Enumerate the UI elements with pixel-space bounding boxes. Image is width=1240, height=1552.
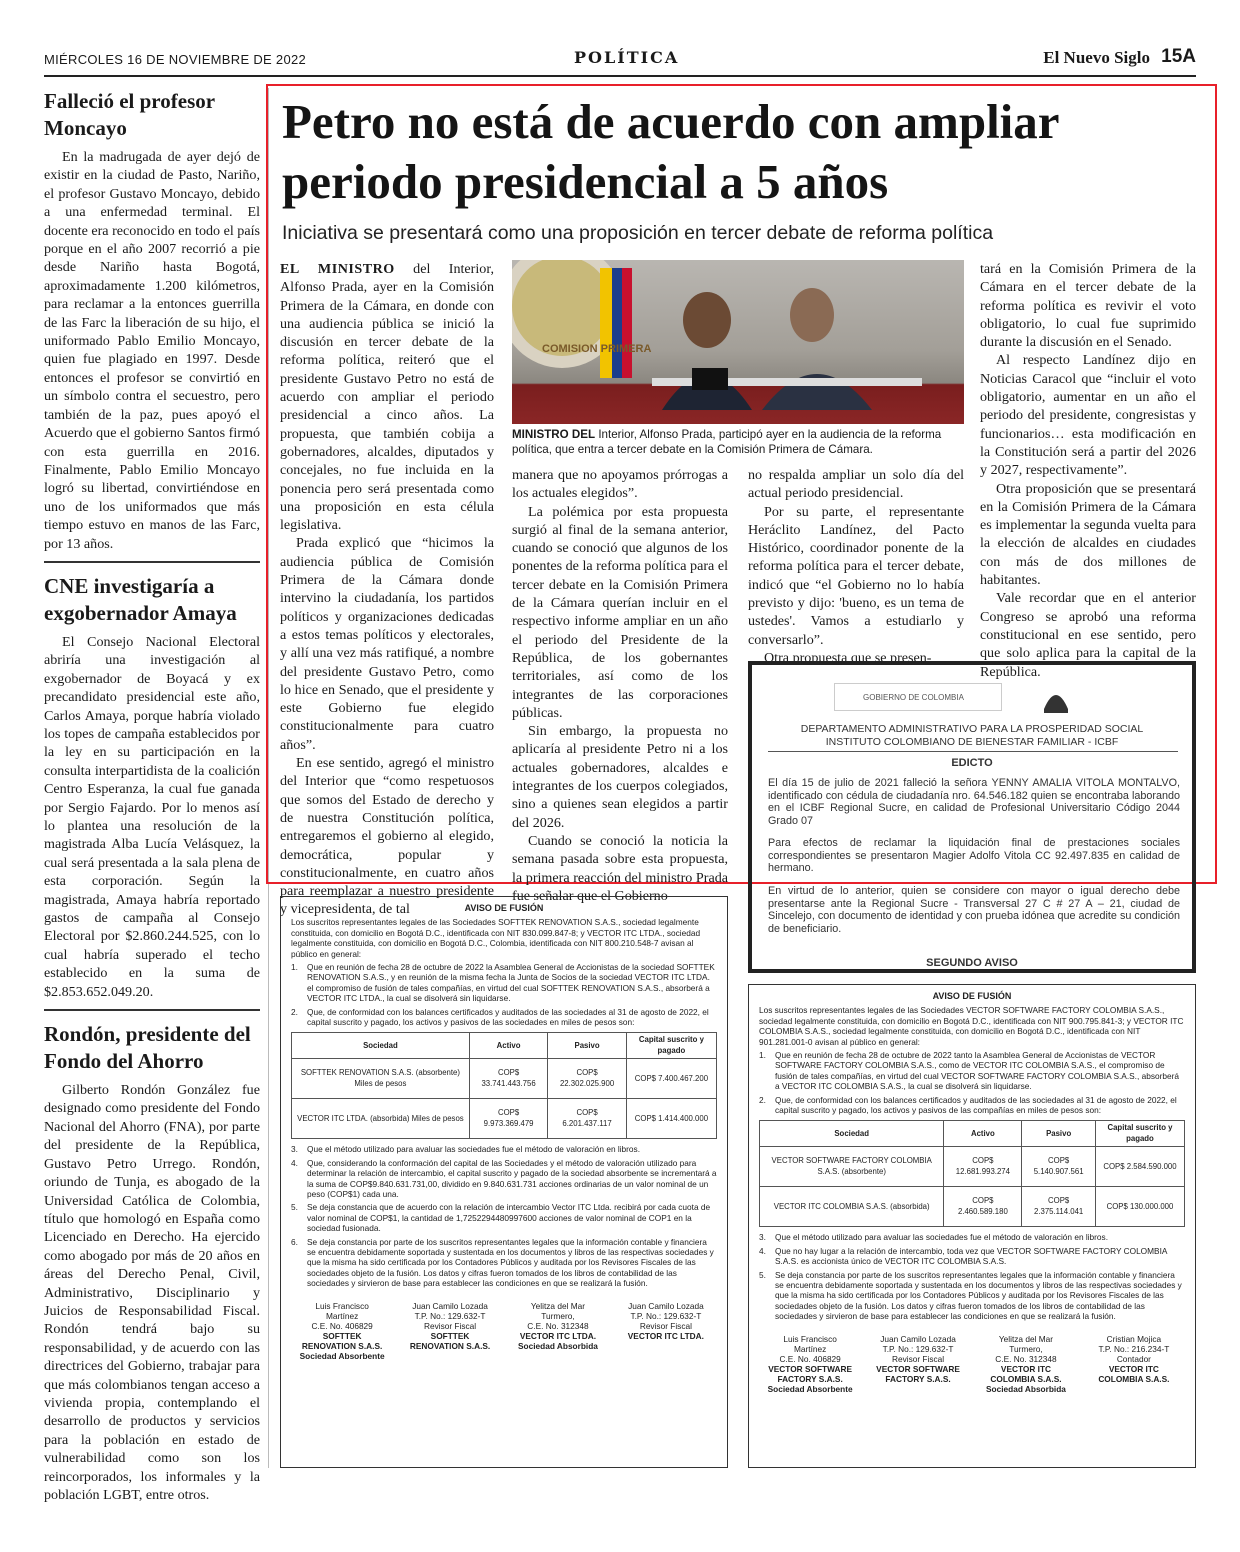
government-logo xyxy=(834,683,1002,711)
article-photo xyxy=(512,260,964,424)
article-paragraph: Al respecto Landínez dijo en Noticias Caracol que “incluir el voto obligatorio, aumentar en un año el periodo del presidente, congresistas y funcionarios… esta modificación en la Constitución será a partir del 2026 y 2027, respectivamente”. xyxy=(980,352,1196,479)
article-paragraph: Por su parte, el representante Heráclito Landínez, del Pacto Histórico, coordinador ponente de la reforma política para el tercer debate, indicó que “el Gobierno no lo había previsto y dijo: 'bueno, es un tema de ustedes'. Vamos a estudiarlo y conversarlo”. xyxy=(748,503,964,648)
notice-item: Se deja constancia por parte de los suscritos representantes legales que la información contable y financiera se encuentra debidamente soportada y sustentada en los documentos y libros de las respectivas sociedades y que la misma ha sido certificada por los Contadores Públicos y auditada por los Revisores Fiscales de las sociedades objeto de la fusión. Los datos y cifras fueron tomados de los libros de contabilidad de las sociedades y sirvieron de base para establecer las condiciones en que se realizará la fusión. xyxy=(775,1269,1182,1322)
brief-title-amaya: CNE investigaría a exgobernador Amaya xyxy=(44,573,237,625)
table-header: Pasivo xyxy=(1022,1121,1096,1147)
edicto-notice xyxy=(748,661,1196,973)
edicto-paragraph: En virtud de lo anterior, quien se considere con mayor o igual derecho debe presentarse ante la Regional Sucre - Transversal 27 C # 27 A – 21, ciudad de Sincelejo, con documento de identidad y con prueba idónea que acredite su condición de beneficiario. xyxy=(768,885,1180,935)
table-cell: SOFTTEK RENOVATION S.A.S. (absorbente) Miles de pesos xyxy=(292,1059,470,1099)
table-cell: COP$ 9.973.369.479 xyxy=(469,1099,548,1139)
photo-illustration xyxy=(512,260,964,424)
brief-body-rondon: Gilberto Rondón González fue designado como presidente del Fondo Nacional del Ahorro (FNA), por parte del presidente de la República, Gustavo Petro Urrego. Rondón, oriundo de Tunja, es abogado de la Universidad Católica de Colombia, título que homologó en España como Licenciado en Derecho. Ha ejercido como abogado por más de 20 años en áreas del Derecho Penal, Civil, Administrativo, Disciplinario y Juicios de Responsabilidad Fiscal. Rondón tendrá bajo su responsabilidad, y de acuerdo con las directrices del Gobierno, trabajar para que más colombianos tengan acceso a vivienda propia, contemplando el desarrollo de productos y servicios para la población en estado de vulnerabilidad como son los reincorporados, los informales y la población LGBT, entre otros. xyxy=(44,1082,260,1503)
table-cell: COP$ 7.400.467.200 xyxy=(626,1059,716,1099)
article-headline: Petro no está de acuerdo con ampliar periodo presidencial a 5 años xyxy=(282,94,1059,209)
page-header xyxy=(44,48,1196,74)
government-logo-text: GOBIERNO DE COLOMBIA xyxy=(863,693,964,702)
edicto-paragraph: El día 15 de julio de 2021 falleció la señora YENNY AMALIA VITOLA MONTALVO, identificado con cédula de ciudadanía nro. 64.546.182 quien se encontraba laborando en el ICBF Regional Sucre, en calidad de Profesional Universitario Código 2044 Grado 07 xyxy=(768,777,1180,827)
org-line-2: INSTITUTO COLOMBIANO DE BIENESTAR FAMILIAR - ICBF xyxy=(825,736,1119,748)
edicto-title: EDICTO xyxy=(951,757,993,769)
icbf-logo-icon xyxy=(1038,679,1074,715)
signature-block: Yelitza del Mar Turmero, C.E. No. 312348 VECTOR ITC LTDA. Sociedad Absorbida xyxy=(518,1300,598,1351)
table-cell: COP$ 2.584.590.000 xyxy=(1095,1147,1184,1187)
article-paragraph: La polémica por esta propuesta surgió al final de la semana anterior, cuando se conoció que algunos de los ponentes de la reforma política para el tercer debate en la Comisión Primera de la Cámara querían incluir en el respectivo informe ampliar en un año el periodo del Presidente de la República, de los gobernantes territoriales, así como de los integrantes de las corporaciones públicas. xyxy=(512,503,729,721)
signatures xyxy=(291,1301,717,1361)
table-cell: COP$ 6.201.437.117 xyxy=(548,1099,627,1139)
table-row xyxy=(760,1147,1185,1187)
photo-banner-text: COMISION PRIMERA xyxy=(542,343,652,355)
edicto-rule xyxy=(768,751,1178,752)
table-header: Activo xyxy=(469,1033,548,1059)
sidebar-briefs xyxy=(44,88,260,1504)
signature-block: Juan Camilo Lozada T.P. No.: 129.632-T Revisor Fiscal VECTOR SOFTWARE FACTORY S.A.S. xyxy=(876,1333,960,1384)
table-header: Sociedad xyxy=(760,1121,944,1147)
signature-block: Juan Camilo Lozada T.P. No.: 129.632-T Revisor Fiscal SOFTTEK RENOVATION S.A.S. xyxy=(409,1300,491,1351)
brief-title-rondon: Rondón, presidente del Fondo del Ahorro xyxy=(44,1022,251,1074)
table-cell: COP$ 2.460.589.180 xyxy=(944,1187,1022,1227)
article-column-1 xyxy=(280,260,494,919)
article-paragraph: del Interior, Alfonso Prada, ayer en la Comisión Primera de la Cámara, en donde con una audiencia pública se inició la discusión en tercer debate de la reforma política, reiteró que el presidente Gustavo Petro no está de acuerdo con ampliar el periodo presidencial a cinco años. La propuesta, que también cobija a gobernadores, alcaldes, diputados y concejales, no fue incluida en la ponencia pero será presentada como una proposición en esta célula legislativa. xyxy=(280,261,494,534)
edicto-paragraph: Para efectos de reclamar la liquidación final de prestaciones sociales correspondientes se presentaron Magier Adolfo Vitola CC 92.497.835 en calidad de hermano. xyxy=(768,837,1180,875)
signature-block: Juan Camilo Lozada T.P. No.: 129.632-T Revisor Fiscal VECTOR ITC LTDA. xyxy=(627,1300,704,1341)
article-paragraph: Otra propuesta que se presen- xyxy=(764,649,932,666)
table-header: Capital suscrito y pagado xyxy=(1095,1121,1184,1147)
brief-body-amaya: El Consejo Nacional Electoral abriría una investigación al exgobernador de Boyacá y ex precandidato presidencial este año, Carlos Amaya, porque habría violado los topes de campaña establecidos por la ley en su participación en la consulta interpartidista de la coalición Centro Esperanza, la cual fue ganada por Sergio Fajardo. Por lo menos así lo plantea una resolución de la magistrada Alba Lucía Velásquez, la cual será presentada a la sala plena de esta corporación. Según la magistrada, Amaya habría reportado gastos de campaña al Consejo Electoral por $2.860.244.525, con lo cual habría superado el techo establecido en la suma de $2.853.652.049.20. xyxy=(44,633,260,1000)
article-paragraph: Sin embargo, la propuesta no aplicaría al presidente Petro ni a los actuales gobernadores, alcaldes e integrantes de los cuerpos colegiados, sino a quienes sean elegidos a partir del 2026. xyxy=(512,723,728,831)
notice-item: Que no hay lugar a la relación de intercambio, toda vez que VECTOR SOFTWARE FACTORY COLOMBIA S.A.S. es accionista único de VECTOR ITC COLOMBIA S.A.S. xyxy=(775,1245,1167,1267)
article-paragraph: no respalda ampliar un solo día del actual periodo presidencial. xyxy=(748,467,964,502)
table-row xyxy=(760,1187,1185,1227)
divider xyxy=(44,1009,260,1011)
signatures xyxy=(759,1334,1185,1394)
notice-item: Que, considerando la conformación del capital de las Sociedades y el método de valoración utilizado para determinar la relación de intercambio, el capital suscrito y pagado de la sociedad absorbente se incrementará a la suma de COP$9.840.631.731,00, dividido en 9.840.631.731 acciones ordinarias de un valor nominal de un peso (COP$1) cada una. xyxy=(307,1157,717,1199)
caption-lead: MINISTRO DEL xyxy=(512,428,596,441)
merger-notice-softtek: AVISO DE FUSIÓN Los suscritos representantes legales de las Sociedades SOFTTEK RENOVATION S.A.S., sociedad legalmente constituida, con domicilio en Bogotá D.C., identificada con NIT 830.099.847-8; y VECTOR ITC LTDA., sociedad legalmente constituida, con domicilio en Bogotá D.C., Colombia, identificada con NIT 800.210.548-7 avisan al público en general: 1. Que en reunión de fecha 28 de octubre de 2022 la Asamblea General de Accionistas de la sociedad SOFTTEK RENOVATION S.A.S., y en reunión de la misma fecha la Junta de Socios de la sociedad VECTOR ITC LTDA. el compromiso de fusión de tales compañías, en virtud del cual SOFTTEK RENOVATION S.A.S., absorberá a VECTOR ITC LTDA., la cual se disolverá sin liquidarse. 2. Que, de conformidad con los balances certificados y auditados de las sociedades al 31 de agosto de 2022, el capital suscrito y pagado, los activos y pasivos de las sociedades en miles de pesos son: Sociedad Activo Pasivo Capital suscrito y pagado SOFTTEK RENOVATION S.A.S. (absorbente) Miles de pesos COP$ 33.741.443.756 COP$ 22.302.025.900 COP$ 7.400.467.200 VECTOR ITC LTDA. (absorbida) Miles de pesos COP$ 9.973.369.479 COP$ 6.201.437.117 COP$ 1.414.400.000 3. Que el método utilizado para avaluar las sociedades fue el método de valoración en libros. 4. Que, considerando la conformación del capital de las Sociedades y el método de valoración utilizado para determinar la relación de intercambio, el capital suscrito y pagado de la sociedad absorbente se incrementará a la suma de COP$9.840.631.731,00, dividido en 9.840.631.731 acciones ordinarias de un valor nominal de un peso (COP$1) cada una. 5. Se deja constancia que de acuerdo con la relación de intercambio Vector ITC Ltda. recibirá por cada cuota de valor nominal de COP$1, la cantidad de 1,7252294480997600 acciones de valor nominal de COP1 en la sociedad fusionada. 6. Se deja constancia por parte de los suscritos representantes legales que la información contable y financiera se encuentra debidamente soportada y sustentada en los documentos y libros de las respectivas sociedades y que la misma ha sido certificada por los Contadores Públicos y auditada por los Revisores Fiscales de las sociedades objeto de la fusión. Los datos y cifras fueron tomados de los libros de contabilidad de las sociedades y sirvieron de base para establecer las condiciones en que se realizará la fusión. Luis Francisco Martínez C.E. No. 406829 SOFTTEK RENOVATION S.A.S. Sociedad Absorbente Juan Camilo Lozada T.P. No.: 129.632-T Revisor Fiscal SOFTTEK RENOVATION S.A.S. Yelitza del Mar Turmero, C.E. No. 312348 VECTOR ITC LTDA. Sociedad Absorbida Juan Camilo Lozada T.P. No.: 129.632-T Revisor Fiscal VECTOR ITC LTDA. xyxy=(280,896,728,1468)
notice-item: Que el método utilizado para avaluar las sociedades fue el método de valoración en libros. xyxy=(307,1144,640,1155)
article-paragraph: tará en la Comisión Primera de la Cámara en el tercer debate de la reforma política es revivir el voto obligatorio, lo cual fue suprimido durante la discusión en el Senado. xyxy=(980,261,1196,351)
table-cell: COP$ 22.302.025.900 xyxy=(548,1059,627,1099)
newspaper-name: El Nuevo Siglo xyxy=(1043,48,1150,67)
table-header: Capital suscrito y pagado xyxy=(626,1033,716,1059)
edicto-organization xyxy=(752,723,1192,749)
edicto-footer: SEGUNDO AVISO xyxy=(926,957,1018,969)
notice-item: Que, de conformidad con los balances certificados y auditados de las sociedades al 31 de agosto de 2022, el capital suscrito y pagado, los activos y pasivos de las compañías en miles de pesos son: xyxy=(775,1094,1177,1116)
brief-body-moncayo: En la madrugada de ayer dejó de existir en la ciudad de Pasto, Nariño, el profesor Gustavo Moncayo, debido a una enfermedad terminal. El docente era reconocido en todo el país porque en el año 2007 recorrió a pie desde Nariño hasta Bogotá, aproximadamente 1.200 kilómetros, para reclamar a la entonces guerrilla de las Farc la liberación de su hijo, el uniformado Pablo Emilio Moncayo, quien fue plagiado en 1997. Desde entonces el profesor se convirtió en un símbolo contra el secuestro, pero también de la paz, pues apoyó el Acuerdo que el gobierno Santos firmó con esta guerrilla en 2016. Finalmente, Pablo Emilio Moncayo logró su libertad, convirtiéndose en uno de los uniformados que más tiempo estuvo en manos de las Farc, por 13 años. xyxy=(44,149,261,552)
signature-block: Yelitza del Mar Turmero, C.E. No. 312348 VECTOR ITC COLOMBIA S.A.S. Sociedad Absorbida xyxy=(986,1333,1066,1394)
article-paragraph: Cuando se conoció la noticia la semana pasada sobre esta propuesta, la primera reacción del ministro Prada fue señalar que el Gobierno xyxy=(512,832,728,904)
notice-item: Se deja constancia por parte de los suscritos representantes legales que la información contable y financiera se encuentra debidamente soportada y sustentada en los documentos y libros de las respectivas sociedades y que la misma ha sido certificada por los Contadores Públicos y auditada por los Revisores Fiscales de las sociedades objeto de la fusión. Los datos y cifras fueron tomados de los libros de contabilidad de las sociedades y sirvieron de base para establecer las condiciones en que se realizará la fusión. xyxy=(307,1236,714,1289)
article-column-3 xyxy=(748,466,964,667)
brief-title-moncayo: Falleció el profesor Moncayo xyxy=(44,89,215,140)
signature-block: Luis Francisco Martínez C.E. No. 406829 SOFTTEK RENOVATION S.A.S. Sociedad Absorbente xyxy=(299,1300,385,1361)
table-header: Activo xyxy=(944,1121,1022,1147)
photo-caption xyxy=(512,427,964,457)
signature-block: Luis Francisco Martínez C.E. No. 406829 VECTOR SOFTWARE FACTORY S.A.S. Sociedad Absorbente xyxy=(767,1333,853,1394)
balance-table xyxy=(759,1120,1185,1227)
balance-table xyxy=(291,1032,717,1139)
header-date: MIÉRCOLES 16 DE NOVIEMBRE DE 2022 xyxy=(44,52,307,67)
notice-item: Que, de conformidad con los balances certificados y auditados de las sociedades al 31 de agosto de 2022, el capital suscrito y pagado, los activos y pasivos de las sociedades en miles de pesos son: xyxy=(307,1006,709,1028)
notice-item: Que el método utilizado para avaluar las sociedades fue el método de valoración en libros. xyxy=(775,1232,1108,1243)
page-number: 15A xyxy=(1161,46,1196,67)
article-paragraph: Vale recordar que en el anterior Congreso se aprobó una reforma constitucional en ese sentido, pero que solo aplica para la capital de la República. xyxy=(980,590,1196,680)
article-lead: EL MINISTRO xyxy=(280,261,395,277)
article-paragraph: Prada explicó que “hicimos la audiencia pública de Comisión Primera de la Cámara donde intervino la ciudadanía, los partidos políticos y organizaciones dedicadas a estos temas políticos y electorales, y allí una vez más ratifiqué, a nombre del presidente Gustavo Petro, como lo hice en Senado, que el presidente y este Gobierno fue elegido constitucionalmente para cuatro años”. xyxy=(280,535,494,753)
article-column-2 xyxy=(512,466,728,905)
notice-intro: Los suscritos representantes legales de las Sociedades VECTOR SOFTWARE FACTORY COLOMBIA S.A.S., sociedad legalmente constituida, con domicilio en Bogotá D.C., identificada con NIT 900.795.841-3; y VECTOR ITC COLOMBIA S.A.S., sociedad legalmente constituida, con domicilio en Bogotá D.C., identificada con NIT 901.281.001-0 avisan al público en general: xyxy=(759,1005,1184,1047)
notice-title: AVISO DE FUSIÓN xyxy=(464,903,544,913)
article-subtitle: Iniciativa se presentará como una proposición en tercer debate de reforma política xyxy=(282,222,994,244)
notice-intro: Los suscritos representantes legales de las Sociedades SOFTTEK RENOVATION S.A.S., sociedad legalmente constituida, con domicilio en Bogotá D.C., identificada con NIT 830.099.847-8; y VECTOR ITC LTDA., sociedad legalmente constituida, con domicilio en Bogotá D.C., Colombia, identificada con NIT 800.210.548-7 avisan al público en general: xyxy=(291,917,701,959)
notice-title: AVISO DE FUSIÓN xyxy=(932,991,1012,1001)
table-header: Sociedad xyxy=(292,1033,470,1059)
table-row xyxy=(292,1099,717,1139)
notice-item: Que en reunión de fecha 28 de octubre de 2022 la Asamblea General de Accionistas de la sociedad SOFTTEK RENOVATION S.A.S., y en reunión de la misma fecha la Junta de Socios de la sociedad VECTOR ITC LTDA. el compromiso de fusión de tales compañías, en virtud del cual SOFTTEK RENOVATION S.A.S., absorberá a VECTOR ITC LTDA., la cual se disolverá sin liquidarse. xyxy=(307,962,715,1004)
org-line-1: DEPARTAMENTO ADMINISTRATIVO PARA LA PROSPERIDAD SOCIAL xyxy=(800,723,1144,735)
table-row xyxy=(292,1059,717,1099)
article-column-4 xyxy=(980,260,1196,681)
table-cell: COP$ 5.140.907.561 xyxy=(1022,1147,1096,1187)
table-cell: VECTOR ITC LTDA. (absorbida) Miles de pesos xyxy=(292,1099,470,1139)
article-paragraph: manera que no apoyamos prórrogas a los actuales elegidos”. xyxy=(512,467,728,502)
caption-text: Interior, Alfonso Prada, participó ayer en la audiencia de la reforma política, que entra a tercer debate en la Comisión Primera de Cámara. xyxy=(512,428,942,456)
article-paragraph: En ese sentido, agregó el ministro del Interior que “como respetuosos que somos del Estado de derecho y de nuestra Constitución política, entregaremos el gobierno al elegido, democrática, popular y constitucionalmente, en cuatro años para reemplazar a nuestro presidente y vicepresidenta, de tal xyxy=(280,755,494,918)
table-cell: COP$ 1.414.400.000 xyxy=(626,1099,716,1139)
notice-item: Que en reunión de fecha 28 de octubre de 2022 tanto la Asamblea General de Accionistas de VECTOR SOFTWARE FACTORY COLOMBIA S.A.S., como de VECTOR ITC COLOMBIA S.A.S., el compromiso de fusión de tales compañías, en virtud del cual VECTOR SOFTWARE FACTORY COLOMBIA S.A.S., absorberá a VECTOR ITC COLOMBIA S.A.S., la cual se disolverá sin liquidarse. xyxy=(775,1050,1179,1092)
header-rule xyxy=(44,75,1196,77)
table-cell: COP$ 2.375.114.041 xyxy=(1022,1187,1096,1227)
article-paragraph: Otra proposición que se presentará en la Comisión Primera de la Cámara es implementar la segunda vuelta para la elección de alcaldes en ciudades con más de dos millones de habitantes. xyxy=(980,480,1196,589)
notice-item: Se deja constancia que de acuerdo con la relación de intercambio Vector ITC Ltda. recibirá por cada cuota de valor nominal de COP$1, la cantidad de 1,7252294480997600 acciones de valor nominal de COP1 en la sociedad fusionada. xyxy=(307,1202,711,1234)
table-cell: COP$ 130.000.000 xyxy=(1095,1187,1184,1227)
table-cell: COP$ 33.741.443.756 xyxy=(469,1059,548,1099)
table-header: Pasivo xyxy=(548,1033,627,1059)
table-cell: VECTOR ITC COLOMBIA S.A.S. (absorbida) xyxy=(760,1187,944,1227)
divider xyxy=(44,561,260,563)
table-cell: COP$ 12.681.993.274 xyxy=(944,1147,1022,1187)
table-cell: VECTOR SOFTWARE FACTORY COLOMBIA S.A.S. (absorbente) xyxy=(760,1147,944,1187)
section-name: POLÍTICA xyxy=(574,48,680,67)
signature-block: Cristian Mojica T.P. No.: 216.234-T Contador VECTOR ITC COLOMBIA S.A.S. xyxy=(1098,1333,1170,1384)
merger-notice-vector: AVISO DE FUSIÓN Los suscritos representantes legales de las Sociedades VECTOR SOFTWARE FACTORY COLOMBIA S.A.S., sociedad legalmente constituida, con domicilio en Bogotá D.C., identificada con NIT 900.795.841-3; y VECTOR ITC COLOMBIA S.A.S., sociedad legalmente constituida, con domicilio en Bogotá D.C., identificada con NIT 901.281.001-0 avisan al público en general: 1. Que en reunión de fecha 28 de octubre de 2022 tanto la Asamblea General de Accionistas de VECTOR SOFTWARE FACTORY COLOMBIA S.A.S., como de VECTOR ITC COLOMBIA S.A.S., el compromiso de fusión de tales compañías, en virtud del cual VECTOR SOFTWARE FACTORY COLOMBIA S.A.S., absorberá a VECTOR ITC COLOMBIA S.A.S., la cual se disolverá sin liquidarse. 2. Que, de conformidad con los balances certificados y auditados de las sociedades al 31 de agosto de 2022, el capital suscrito y pagado, los activos y pasivos de las compañías en miles de pesos son: Sociedad Activo Pasivo Capital suscrito y pagado VECTOR SOFTWARE FACTORY COLOMBIA S.A.S. (absorbente) COP$ 12.681.993.274 COP$ 5.140.907.561 COP$ 2.584.590.000 VECTOR ITC COLOMBIA S.A.S. (absorbida) COP$ 2.460.589.180 COP$ 2.375.114.041 COP$ 130.000.000 3. Que el método utilizado para avaluar las sociedades fue el método de valoración en libros. 4. Que no hay lugar a la relación de intercambio, toda vez que VECTOR SOFTWARE FACTORY COLOMBIA S.A.S. es accionista único de VECTOR ITC COLOMBIA S.A.S. 5. Se deja constancia por parte de los suscritos representantes legales que la información contable y financiera se encuentra debidamente soportada y sustentada en los documentos y libros de las respectivas sociedades y que la misma ha sido certificada por los Contadores Públicos y auditada por los Revisores Fiscales de las sociedades objeto de la fusión. Los datos y cifras fueron tomados de los libros de contabilidad de las sociedades y sirvieron de base para establecer las condiciones en que se realizará la fusión. Luis Francisco Martínez C.E. No. 406829 VECTOR SOFTWARE FACTORY S.A.S. Sociedad Absorbente Juan Camilo Lozada T.P. No.: 129.632-T Revisor Fiscal VECTOR SOFTWARE FACTORY S.A.S. Yelitza del Mar Turmero, C.E. No. 312348 VECTOR ITC COLOMBIA S.A.S. Sociedad Absorbida Cristian Mojica T.P. No.: 216.234-T Contador VECTOR ITC COLOMBIA S.A.S. xyxy=(748,984,1196,1468)
